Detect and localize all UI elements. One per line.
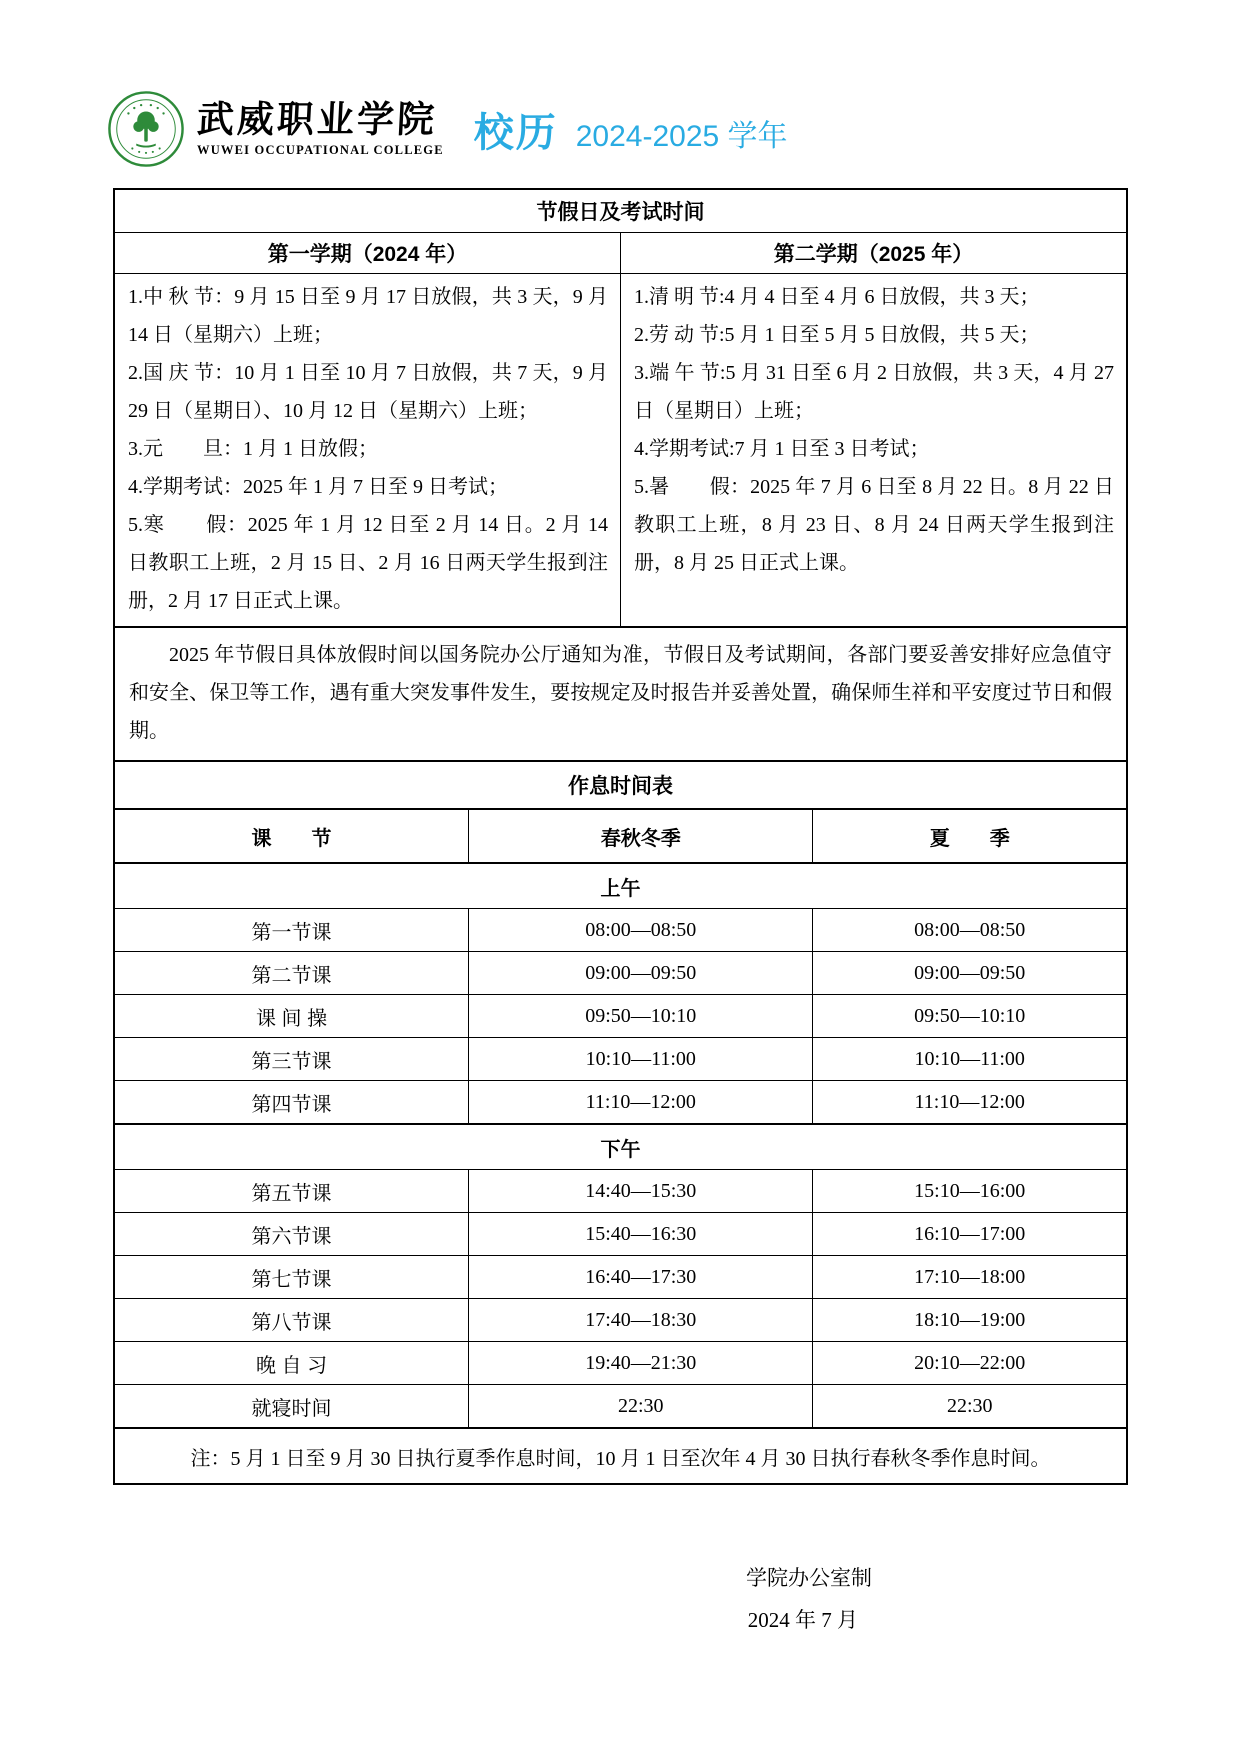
summer-time-cell: 16:10—17:00 <box>813 1213 1127 1256</box>
schedule-row <box>114 995 1127 1038</box>
schedule-section-title: 作息时间表 <box>114 761 1127 809</box>
regular-time-cell: 16:40—17:30 <box>469 1256 813 1299</box>
holiday-item: 1.中 秋 节：9 月 15 日至 9 月 17 日放假，共 3 天，9 月 14 日（星期六）上班； <box>128 286 608 346</box>
morning-section-row <box>114 863 1127 909</box>
semester1-items <box>114 274 620 628</box>
schedule-row <box>114 909 1127 952</box>
regular-time-cell: 15:40—16:30 <box>469 1213 813 1256</box>
morning-label: 上午 <box>114 863 1127 909</box>
college-seal-icon <box>107 90 185 168</box>
semester1-header: 第一学期（2024 年） <box>114 233 620 274</box>
holiday-item: 5.暑 假：2025 年 7 月 6 日至 8 月 22 日。8 月 22 日教职工上班，8 月 23 日、8 月 24 日两天学生报到注册，8 月 25 日正式上课。 <box>633 476 1114 574</box>
holiday-item: 2.劳 动 节:5 月 1 日至 5 月 5 日放假，共 5 天； <box>633 324 1040 346</box>
regular-time-cell: 09:00—09:50 <box>469 952 813 995</box>
afternoon-label: 下午 <box>114 1124 1127 1170</box>
document-title: 校历 <box>473 110 558 155</box>
regular-time-cell: 11:10—12:00 <box>469 1081 813 1125</box>
schedule-note-row <box>114 1428 1127 1484</box>
regular-time-cell: 09:50—10:10 <box>469 995 813 1038</box>
regular-time-cell: 10:10—11:00 <box>469 1038 813 1081</box>
holiday-item: 2.国 庆 节：10 月 1 日至 10 月 7 日放假，共 7 天，9 月 29 日（星期日）、10 月 12 日（星期六）上班； <box>128 362 608 422</box>
period-cell: 晚 自 习 <box>114 1342 469 1385</box>
holiday-section-title-row <box>114 189 1127 233</box>
regular-time-cell: 08:00—08:50 <box>469 909 813 952</box>
column-header-summer: 夏 季 <box>813 809 1127 863</box>
column-header-regular: 春秋冬季 <box>469 809 813 863</box>
holiday-note-row <box>114 627 1127 761</box>
schedule-row <box>114 1081 1127 1125</box>
holiday-item: 5.寒 假：2025 年 1 月 12 日至 2 月 14 日。2 月 14 日教职工上班，2 月 15 日、2 月 16 日两天学生报到注册，2 月 17 日正式上课。 <box>128 514 608 612</box>
column-header-period: 课 节 <box>114 809 469 863</box>
calendar-table <box>113 188 1128 1485</box>
regular-time-cell: 17:40—18:30 <box>469 1299 813 1342</box>
schedule-row <box>114 1038 1127 1081</box>
period-cell: 第四节课 <box>114 1081 469 1125</box>
schedule-row <box>114 1342 1127 1385</box>
schedule-row <box>114 1385 1127 1429</box>
holiday-item: 4.学期考试:7 月 1 日至 3 日考试； <box>633 438 930 460</box>
semester2-header: 第二学期（2025 年） <box>620 233 1127 274</box>
schedule-header-row <box>114 809 1127 863</box>
summer-time-cell: 17:10—18:00 <box>813 1256 1127 1299</box>
regular-time-cell: 22:30 <box>469 1385 813 1429</box>
period-cell: 第六节课 <box>114 1213 469 1256</box>
holiday-note: 2025 年节假日具体放假时间以国务院办公厅通知为准，节假日及考试期间，各部门要妥善安排好应急值守和安全、保卫等工作，遇有重大突发事件发生，要按规定及时报告并妥善处置，确保师生祥和平安度过节日和假期。 <box>114 627 1127 761</box>
period-cell: 第七节课 <box>114 1256 469 1299</box>
summer-time-cell: 09:50—10:10 <box>813 995 1127 1038</box>
holiday-section-title: 节假日及考试时间 <box>114 189 1127 233</box>
semester-content-row <box>114 274 1127 628</box>
holiday-item: 1.清 明 节:4 月 4 日至 4 月 6 日放假，共 3 天； <box>633 286 1040 308</box>
period-cell: 第八节课 <box>114 1299 469 1342</box>
summer-time-cell: 10:10—11:00 <box>813 1038 1127 1081</box>
schedule-row <box>114 1256 1127 1299</box>
regular-time-cell: 19:40—21:30 <box>469 1342 813 1385</box>
schedule-row <box>114 1170 1127 1213</box>
footer-date: 2024 年 7 月 <box>747 1608 858 1632</box>
document-header <box>107 88 1128 170</box>
college-name-en: WUWEI OCCUPATIONAL COLLEGE <box>197 142 444 157</box>
schedule-section-title-row <box>114 761 1127 809</box>
afternoon-section-row <box>114 1124 1127 1170</box>
summer-time-cell: 18:10—19:00 <box>813 1299 1127 1342</box>
schedule-row <box>114 1213 1127 1256</box>
period-cell: 课 间 操 <box>114 995 469 1038</box>
summer-time-cell: 15:10—16:00 <box>813 1170 1127 1213</box>
schedule-note: 注：5 月 1 日至 9 月 30 日执行夏季作息时间，10 月 1 日至次年 4 月 30 日执行春秋冬季作息时间。 <box>114 1428 1127 1484</box>
holiday-item: 3.端 午 节:5 月 31 日至 6 月 2 日放假，共 3 天，4 月 27 日（星期日）上班； <box>633 362 1114 422</box>
regular-time-cell: 14:40—15:30 <box>469 1170 813 1213</box>
college-name-zh: 武威职业学院 <box>195 99 439 141</box>
semester2-items <box>620 274 1127 628</box>
summer-time-cell: 20:10—22:00 <box>813 1342 1127 1385</box>
academic-year: 2024-2025 学年 <box>575 119 788 153</box>
college-name-block <box>197 101 444 158</box>
holiday-item: 4.学期考试：2025 年 1 月 7 日至 9 日考试； <box>128 476 508 498</box>
period-cell: 第二节课 <box>114 952 469 995</box>
schedule-row <box>114 952 1127 995</box>
document-footer <box>113 1557 1128 1641</box>
period-cell: 第三节课 <box>114 1038 469 1081</box>
holiday-item: 3.元 旦：1 月 1 日放假； <box>128 438 378 460</box>
schedule-row <box>114 1299 1127 1342</box>
document-title-group <box>474 101 788 158</box>
period-cell: 就寝时间 <box>114 1385 469 1429</box>
summer-time-cell: 09:00—09:50 <box>813 952 1127 995</box>
summer-time-cell: 22:30 <box>813 1385 1127 1429</box>
footer-issuer: 学院办公室制 <box>746 1566 872 1590</box>
period-cell: 第一节课 <box>114 909 469 952</box>
period-cell: 第五节课 <box>114 1170 469 1213</box>
semester-header-row <box>114 233 1127 274</box>
page-content <box>113 88 1128 1641</box>
summer-time-cell: 08:00—08:50 <box>813 909 1127 952</box>
summer-time-cell: 11:10—12:00 <box>813 1081 1127 1125</box>
